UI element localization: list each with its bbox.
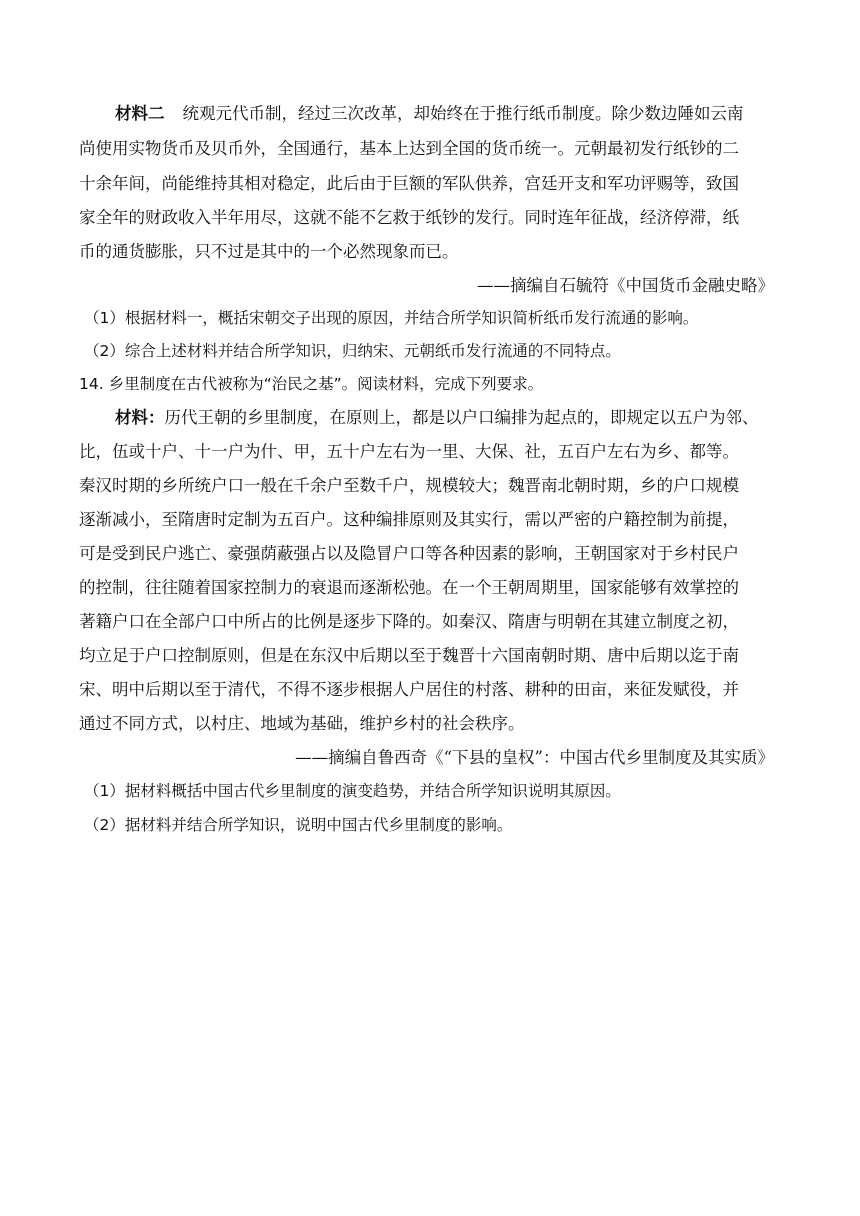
q14-material-line: 秦汉时期的乡所统户口一般在千余户至数千户，规模较大；魏晋南北朝时期，乡的户口规模 [79,476,739,495]
q14-stem: 14. 乡里制度在古代被称为“治民之基”。阅读材料，完成下列要求。 [79,375,544,393]
material2-line: 尚使用实物货币及贝币外，全国通行，基本上达到全国的货币统一。元朝最初发行纸钞的二 [79,139,739,158]
material2-label: 材料二 [115,104,165,123]
material2-first-line [115,102,744,126]
q14-subquestion-1: （1）据材料概括中国古代乡里制度的演变趋势，并结合所学知识说明其原因。 [84,782,621,800]
q14-material-label: 材料： [115,408,165,427]
q14-material-line: 可是受到民户逃亡、豪强荫蔽强占以及隐冒户口等各种因素的影响，王朝国家对于乡村民户 [79,544,739,563]
q14-subquestion-2: （2）据材料并结合所学知识，说明中国古代乡里制度的影响。 [84,816,513,834]
material2-line: 统观元代币制，经过三次改革，却始终在于推行纸币制度。除少数边陲如云南 [182,104,744,123]
material2-source: ——摘编自石毓符《中国货币金融史略》 [477,276,774,295]
q14-source: ——摘编自鲁西奇《“下县的皇权”：中国古代乡里制度及其实质》 [295,748,774,767]
q14-material-line: 的控制，往往随着国家控制力的衰退而逐渐松弛。在一个王朝周期里，国家能够有效掌控的 [79,578,739,597]
q14-material-line: 比，伍或十户、十一户为什、甲，五十户左右为一里、大保、社，五百户左右为乡、都等。 [79,442,739,461]
q14-material-first-line [115,406,759,430]
q14-material-line: 通过不同方式，以村庄、地域为基础，维护乡村的社会秩序。 [79,714,525,733]
q14-material-line: 宋、明中后期以至于清代，不得不逐步根据人户居住的村落、耕种的田亩，来征发赋役，并 [79,680,739,699]
material2-line: 家全年的财政收入半年用尽，这就不能不乞救于纸钞的发行。同时连年征战，经济停滞，纸 [79,208,739,227]
q13-subquestion-2: （2）综合上述材料并结合所学知识，归纳宋、元朝纸币发行流通的不同特点。 [84,342,621,360]
q13-subquestion-1: （1）根据材料一，概括宋朝交子出现的原因，并结合所学知识简析纸币发行流通的影响。 [84,309,699,327]
q14-material-line: 均立足于户口控制原则，但是在东汉中后期以至于魏晋十六国南朝时期、唐中后期以迄于南 [79,646,739,665]
q14-material-line: 著籍户口在全部户口中所占的比例是逐步下降的。如秦汉、隋唐与明朝在其建立制度之初， [79,612,739,631]
q14-material-line: 逐渐减小，至隋唐时定制为五百户。这种编排原则及其实行，需以严密的户籍控制为前提， [79,510,739,529]
material2-line: 币的通货膨胀，只不过是其中的一个必然现象而已。 [79,242,459,261]
material2-line: 十余年间，尚能维持其相对稳定，此后由于巨额的军队供养，宫廷开支和军功评赐等，致国 [79,174,739,193]
q14-material-line: 历代王朝的乡里制度，在原则上，都是以户口编排为起点的，即规定以五户为邻、 [164,408,759,427]
